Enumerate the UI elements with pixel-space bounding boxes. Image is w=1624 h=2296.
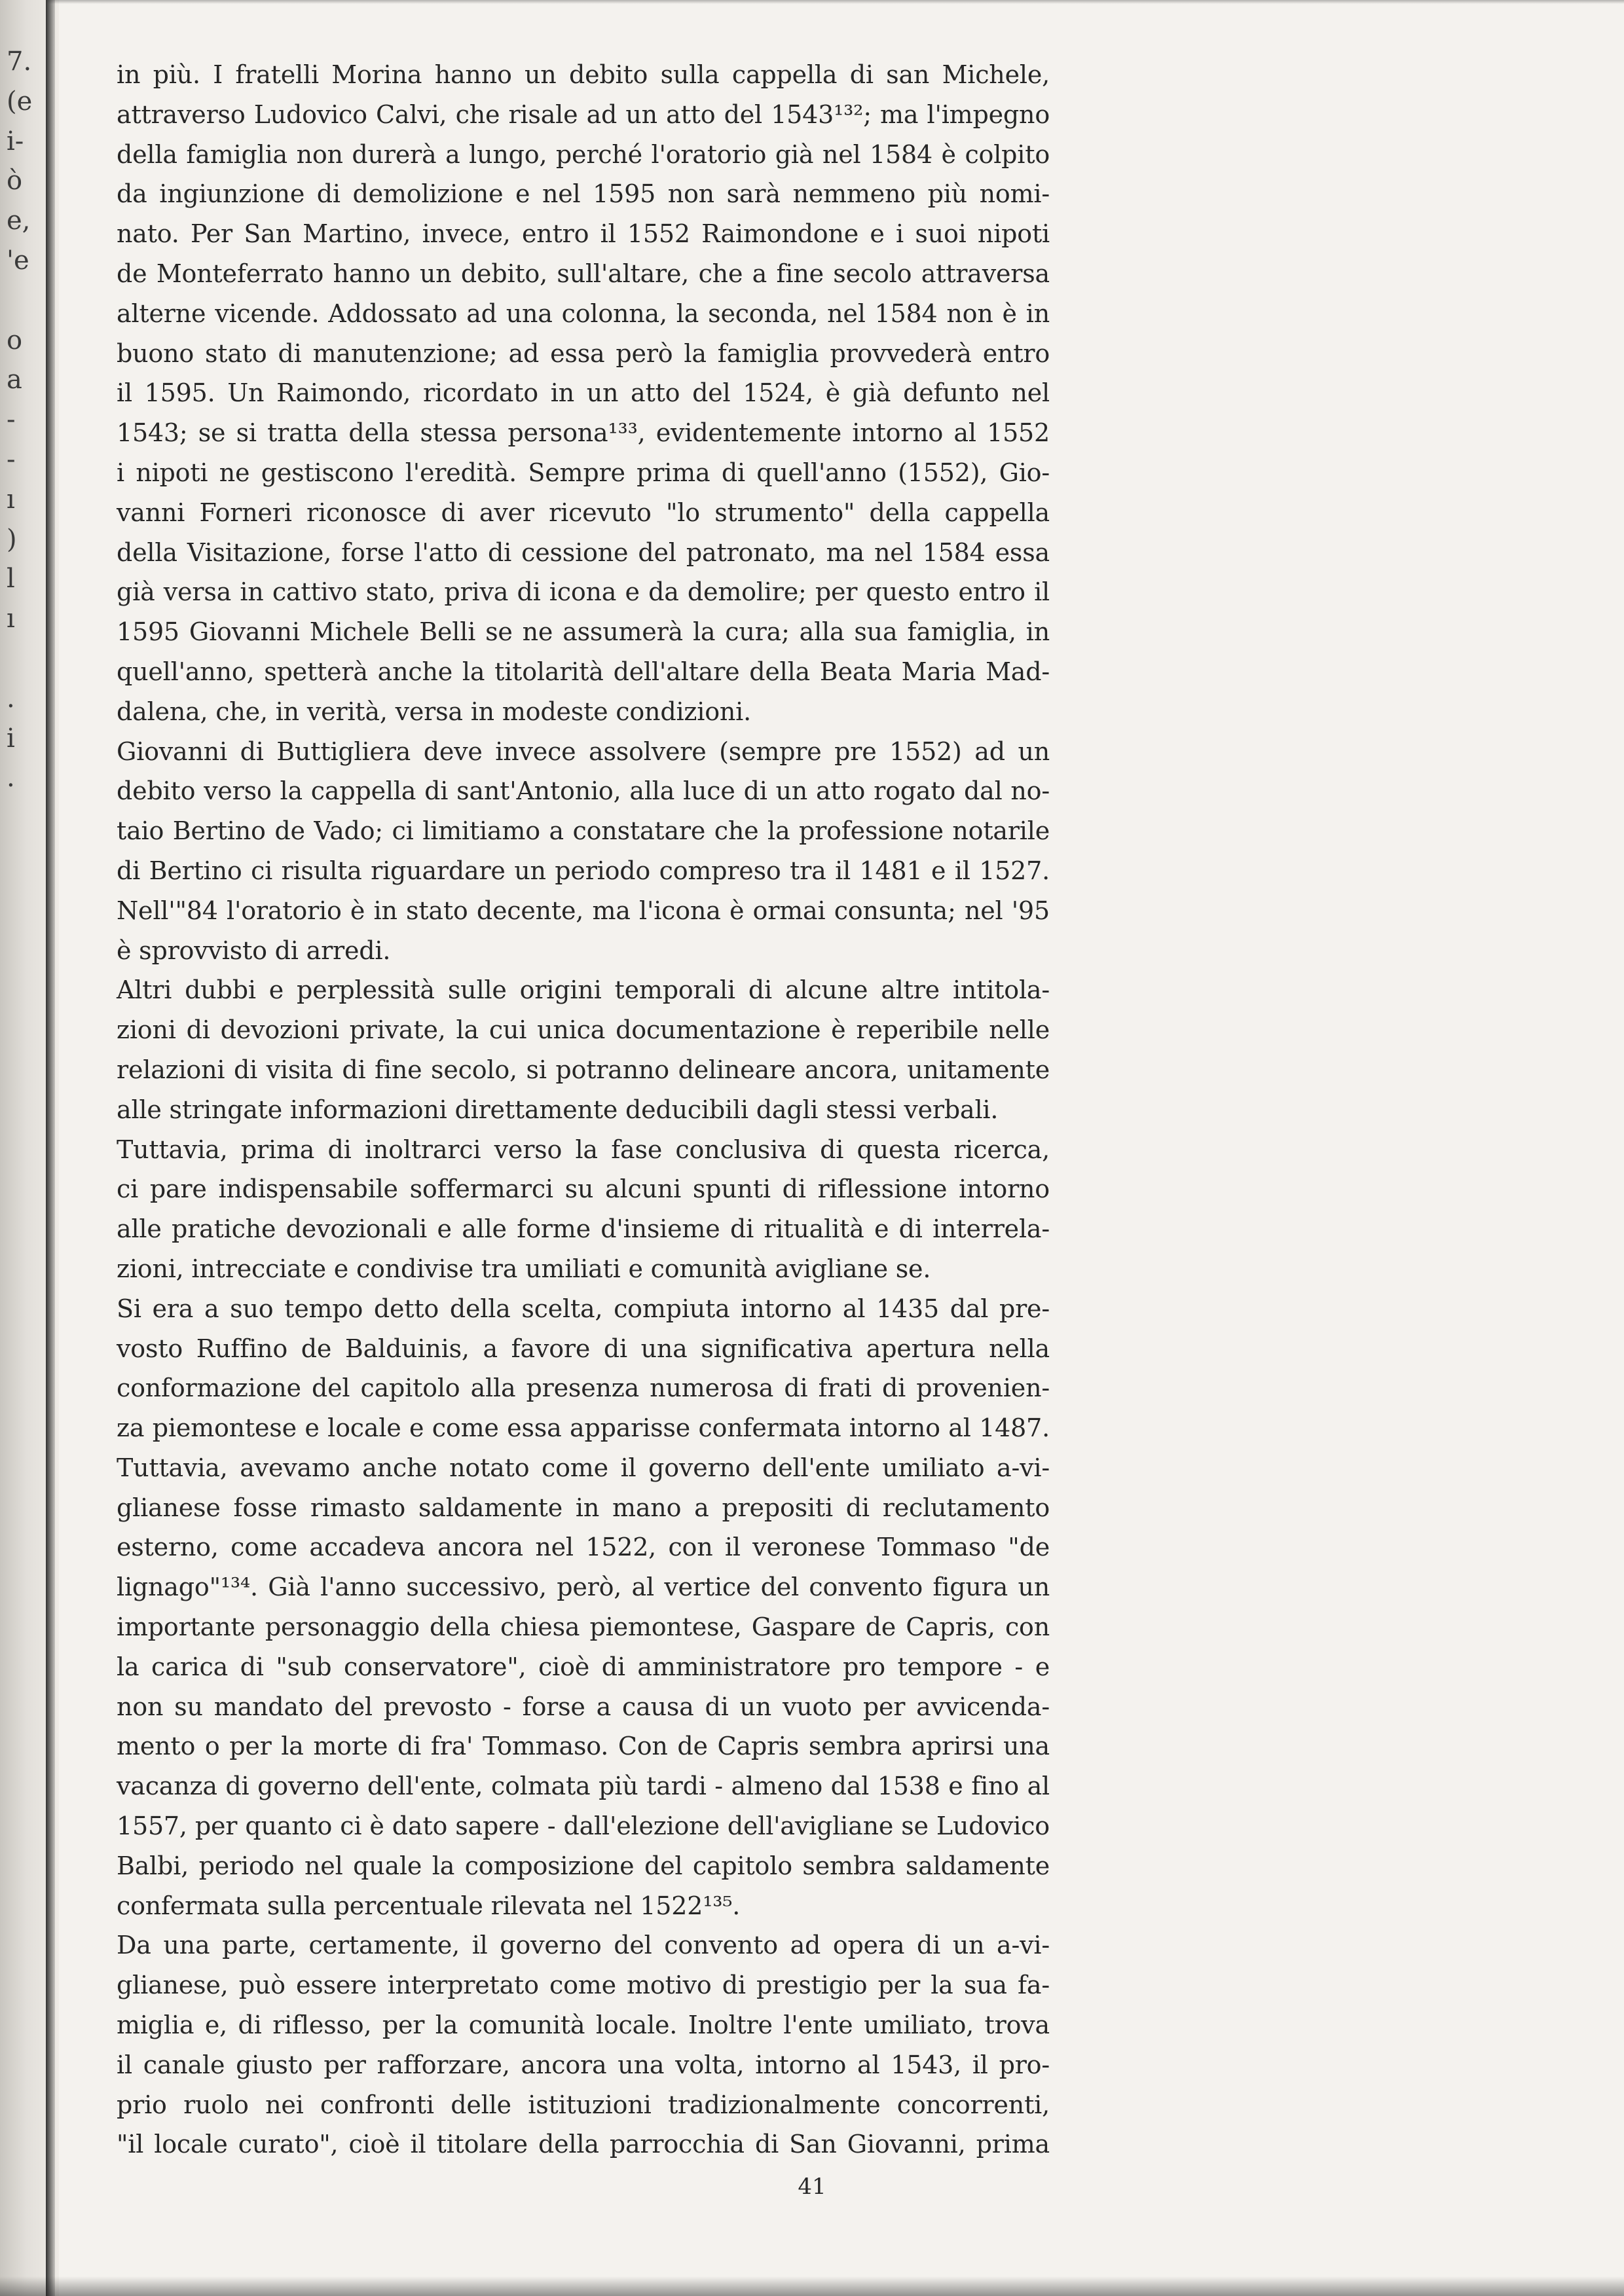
text-line: già versa in cattivo stato, priva di icona e da demolire; per questo entro il: [117, 577, 1050, 607]
text-line: il 1595. Un Raimondo, ricordato in un atto del 1524, è già defunto nel: [117, 378, 1050, 408]
margin-fragment: ı: [7, 604, 15, 634]
top-edge-shadow: [46, 0, 1624, 4]
margin-fragment: l: [7, 564, 15, 594]
text-line: glianese, può essere interpretato come motivo di prestigio per la sua fa-: [117, 1971, 1050, 2000]
text-line: quell'anno, spetterà anche la titolarità dell'altare della Beata Maria Mad-: [117, 657, 1050, 686]
margin-fragment: o: [7, 325, 23, 355]
text-line: conformazione del capitolo alla presenza numerosa di frati di provenien-: [117, 1374, 1050, 1403]
text-line: vanni Forneri riconosce di aver ricevuto "lo strumento" della cappella: [117, 498, 1050, 527]
text-line: glianese fosse rimasto saldamente in mano a prepositi di reclutamento: [117, 1493, 1050, 1522]
text-line: za piemontese e locale e come essa apparisse confermata intorno al 1487.: [117, 1413, 1050, 1443]
margin-fragment: ò: [7, 166, 23, 196]
margin-fragment: [0, 639, 45, 679]
text-line: il canale giusto per rafforzare, ancora una volta, intorno al 1543, il pro-: [117, 2050, 1050, 2079]
text-line: ci pare indispensabile soffermarci su alcuni spunti di riflessione intorno: [117, 1175, 1050, 1204]
text-line: Da una parte, certamente, il governo del convento ad opera di un a-vi-: [117, 1931, 1050, 1960]
text-line: 1557, per quanto ci è dato sapere - dall'elezione dell'avigliane se Ludovico: [117, 1812, 1050, 1841]
text-line: taio Bertino de Vado; ci limitiamo a constatare che la professione notarile: [117, 816, 1050, 846]
body-text: [117, 55, 1050, 2164]
text-line: Nell'"84 l'oratorio è in stato decente, ma l'icona è ormai consunta; nel '95: [117, 896, 1050, 925]
text-line: Si era a suo tempo detto della scelta, compiuta intorno al 1435 dal pre-: [117, 1294, 1050, 1323]
text-line: zioni, intrecciate e condivise tra umiliati e comunità avigliane se.: [117, 1254, 931, 1283]
text-line: 1595 Giovanni Michele Belli se ne assumerà la cura; alla sua famiglia, in: [117, 617, 1050, 647]
text-line: di Bertino ci risulta riguardare un periodo compreso tra il 1481 e il 1527.: [117, 856, 1050, 885]
text-line: debito verso la cappella di sant'Antonio, alla luce di un atto rogato dal no-: [117, 776, 1050, 806]
text-line: i nipoti ne gestiscono l'eredità. Sempre prima di quell'anno (1552), Gio-: [117, 458, 1050, 487]
margin-fragment: ı: [7, 484, 15, 515]
text-line: mento o per la morte di fra' Tommaso. Con de Capris sembra aprirsi una: [117, 1732, 1050, 1761]
text-line: de Monteferrato hanno un debito, sull'altare, che a fine secolo attraversa: [117, 259, 1050, 288]
text-line: miglia e, di riflesso, per la comunità locale. Inoltre l'ente umiliato, trova: [117, 2011, 1050, 2040]
page-number: 41: [798, 2174, 826, 2200]
margin-fragment: a: [7, 365, 22, 395]
text-line: vacanza di governo dell'ente, colmata più tardi - almeno dal 1538 e fino al: [117, 1772, 1050, 1801]
margin-fragment: i-: [7, 126, 24, 156]
text-line: lignago"¹³⁴. Già l'anno successivo, però, al vertice del convento figura un: [117, 1573, 1050, 1602]
page-gutter-edge: [46, 0, 55, 2296]
margin-fragment: e,: [7, 206, 31, 236]
margin-fragment: (e: [7, 86, 33, 117]
text-line: "il locale curato", cioè il titolare della parrocchia di San Giovanni, prima: [117, 2130, 1050, 2159]
text-line: Altri dubbi e perplessità sulle origini temporali di alcune altre intitola-: [117, 975, 1050, 1005]
text-line: 1543; se si tratta della stessa persona¹³³, evidentemente intorno al 1552: [117, 418, 1050, 448]
text-line: la carica di "sub conservatore", cioè di amministratore pro tempore - e: [117, 1652, 1050, 1681]
text-line: della Visitazione, forse l'atto di cessione del patronato, ma nel 1584 essa: [117, 538, 1050, 567]
text-line: da ingiunzione di demolizione e nel 1595 non sarà nemmeno più nomi-: [117, 179, 1050, 209]
margin-fragment: [0, 281, 45, 321]
text-line: in più. I fratelli Morina hanno un debito sulla cappella di san Michele,: [117, 60, 1050, 89]
text-line: attraverso Ludovico Calvi, che risale ad un atto del 1543¹³²; ma l'impegno: [117, 100, 1050, 129]
text-line: buono stato di manutenzione; ad essa però la famiglia provvederà entro: [117, 338, 1050, 368]
text-line: relazioni di visita di fine secolo, si potranno delineare ancora, unitamente: [117, 1055, 1050, 1084]
margin-fragment: .: [7, 683, 15, 714]
text-line: zioni di devozioni private, la cui unica documentazione è reperibile nelle: [117, 1015, 1050, 1045]
text-line: alle pratiche devozionali e alle forme d'insieme di ritualità e di interrela-: [117, 1214, 1050, 1244]
margin-fragment: 7.: [7, 46, 32, 77]
text-line: non su mandato del prevosto - forse a causa di un vuoto per avvicenda-: [117, 1692, 1050, 1721]
text-line: confermata sulla percentuale rilevata nel 1522¹³⁵.: [117, 1891, 741, 1920]
margin-fragment: 'e: [7, 245, 29, 276]
text-line: è sprovvisto di arredi.: [117, 936, 391, 965]
text-line: della famiglia non durerà a lungo, perché l'oratorio già nel 1584 è colpito: [117, 139, 1050, 169]
text-line: dalena, che, in verità, versa in modeste condizioni.: [117, 697, 751, 726]
text-line: alterne vicende. Addossato ad una colonna, la seconda, nel 1584 non è in: [117, 299, 1050, 328]
text-line: vosto Ruffino de Balduinis, a favore di una significativa apertura nella: [117, 1334, 1050, 1363]
margin-fragment: ): [7, 524, 17, 555]
text-line: esterno, come accadeva ancora nel 1522, con il veronese Tommaso "de: [117, 1533, 1050, 1562]
margin-fragment: -: [7, 444, 16, 475]
text-line: prio ruolo nei confronti delle istituzioni tradizionalmente concorrenti,: [117, 2090, 1050, 2119]
text-line: Tuttavia, avevamo anche notato come il governo dell'ente umiliato a-vi-: [117, 1453, 1050, 1482]
bottom-edge-shadow: [0, 2276, 1624, 2296]
margin-fragment: -: [7, 405, 16, 435]
text-line: Balbi, periodo nel quale la composizione del capitolo sembra saldamente: [117, 1851, 1050, 1880]
margin-fragment: .: [7, 763, 15, 793]
margin-fragment: i: [7, 723, 15, 754]
text-line: alle stringate informazioni direttamente deducibili dagli stessi verbali.: [117, 1095, 999, 1124]
text-line: nato. Per San Martino, invece, entro il 1552 Raimondone e i suoi nipoti: [117, 219, 1050, 249]
previous-page-margin-fragments: [0, 42, 45, 798]
text-line: Tuttavia, prima di inoltrarci verso la fase conclusiva di questa ricerca,: [117, 1135, 1050, 1164]
text-line: importante personaggio della chiesa piemontese, Gaspare de Capris, con: [117, 1613, 1050, 1642]
text-line: Giovanni di Buttigliera deve invece assolvere (sempre pre 1552) ad un: [117, 737, 1050, 766]
